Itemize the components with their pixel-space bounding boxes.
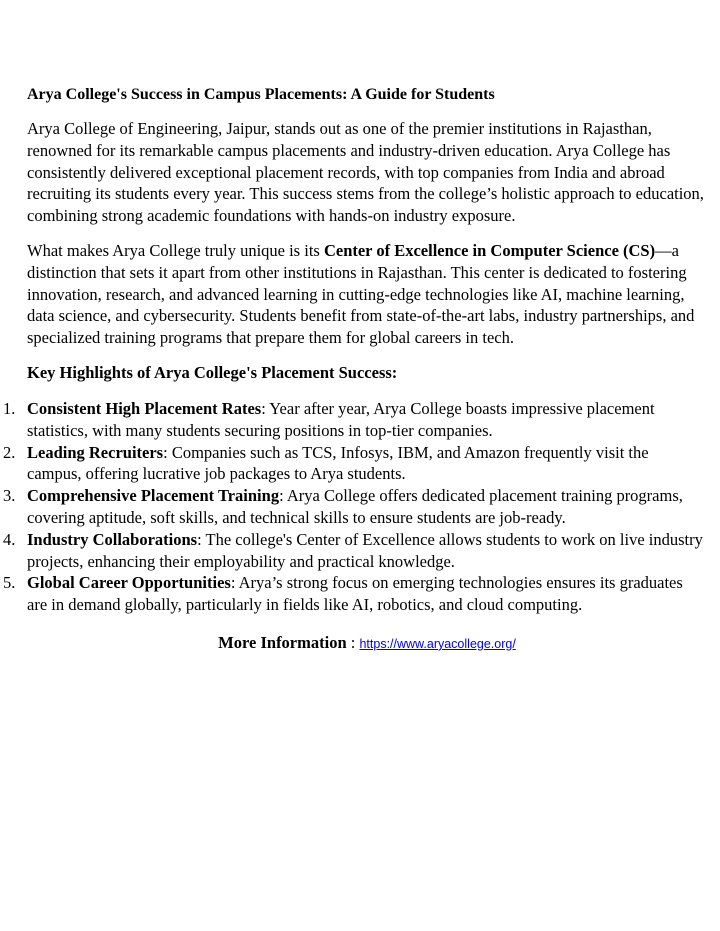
intro-paragraph: Arya College of Engineering, Jaipur, stands out as one of the premier institutions in Rajasthan, renowned for its remarkable campus placements and industry-driven education. Arya College has consistently delivered exceptional placement records, with top companies from India and abroad recruiting its students every year. This success stems from the college’s holistic approach to education, combining strong academic foundations with hands-on industry exposure. [27,119,704,226]
unique-text-after: —a distinction that sets it apart from other institutions in Rajasthan. This center is dedicated to fostering innovation, research, and advanced learning in cutting-edge technologies like AI, machine learning, data science, and cybersecurity. Students benefit from state-of-the-art labs, industry partnerships, and specialized training programs that prepare them for global careers in tech. [27,240,695,348]
list-item-title: Industry Collaborations [27,529,198,549]
list-number: 3. [3,486,16,506]
list-item-text: : Companies such as TCS, Infosys, IBM, and Amazon frequently visit the campus, offering lucrative job packages to Arya students. [27,442,649,484]
list-item-title: Global Career Opportunities [27,573,231,593]
unique-text-before: What makes Arya College truly unique is its [27,240,324,260]
page-title: Arya College's Success in Campus Placements: A Guide for Students [27,86,495,103]
website-link[interactable]: https://www.aryacollege.org/ [359,636,516,651]
list-item-title: Consistent High Placement Rates [27,398,262,418]
list-item-text: : Arya College offers dedicated placement training programs, covering aptitude, soft skills, and technical skills to ensure students are job-ready. [27,486,683,527]
list-item [3,572,707,616]
list-item [3,398,707,442]
more-information-separator: : [346,632,360,652]
list-number: 5. [3,573,16,593]
more-information-label: More Information [218,632,347,652]
list-item [3,442,707,486]
list-item-text: : Year after year, Arya College boasts impressive placement statistics, with many students securing positions in top-tier companies. [27,398,655,440]
list-item-text: : The college's Center of Excellence allows students to work on live industry projects, enhancing their employability and practical knowledge. [27,529,703,571]
list-item-text: : Arya’s strong focus on emerging technologies ensures its graduates are in demand globally, particularly in fields like AI, robotics, and cloud computing. [27,573,683,615]
list-item [3,529,707,573]
center-of-excellence-name: Center of Excellence in Computer Science (CS) [323,240,656,260]
highlights-list [3,398,707,616]
highlights-heading: Key Highlights of Arya College's Placement Success: [27,362,398,382]
list-item [3,485,707,529]
list-number: 1. [3,398,16,418]
unique-paragraph [27,240,707,349]
document-body [3,84,707,655]
list-number: 2. [3,442,16,462]
list-number: 4. [3,529,16,549]
list-item-title: Comprehensive Placement Training [27,486,280,506]
more-information [27,632,707,655]
list-item-title: Leading Recruiters [27,442,164,462]
